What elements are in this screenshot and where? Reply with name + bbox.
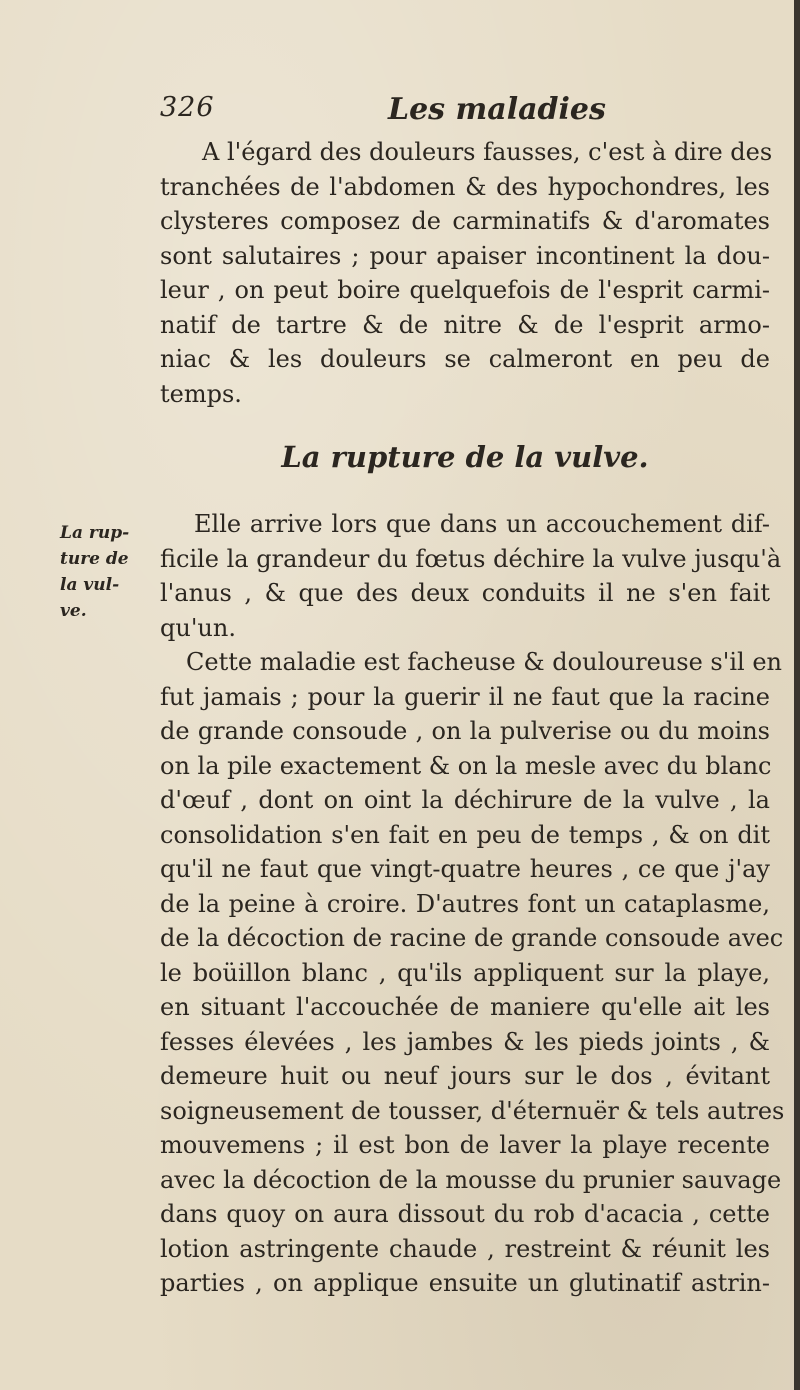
text-line: natif de tartre & de nitre & de l'esprit armo- — [160, 310, 770, 339]
text-line: niac & les douleurs se calmeront en peu de — [160, 345, 770, 373]
marginal-note-line: ture de — [60, 549, 129, 569]
text-line: temps. — [160, 379, 242, 408]
marginal-note-line: La rup- — [60, 523, 130, 543]
text-line: leur , on peut boire quelquefois de l'esprit carmi- — [160, 276, 770, 304]
text-line: de la peine à croire. D'autres font un cataplasme, — [160, 889, 770, 918]
text-line: l'anus , & que des deux conduits il ne s'en fait — [160, 579, 770, 607]
text-line: Cette maladie est facheuse & douloureuse s'il en — [186, 648, 782, 676]
text-line: A l'égard des douleurs fausses, c'est à dire des — [202, 138, 773, 166]
text-line: fesses élevées , les jambes & les pieds joints , & — [160, 1027, 770, 1056]
text-line: parties , on applique ensuite un glutinatif astrin- — [160, 1269, 770, 1297]
text-line: on la pile exactement & on la mesle avec du blanc — [160, 751, 772, 780]
page-number: 326 — [160, 92, 215, 123]
marginal-note — [60, 520, 150, 624]
text-line: mouvemens ; il est bon de laver la playe recente — [160, 1131, 770, 1159]
text-line: ficile la grandeur du fœtus déchire la vulve jusqu'à — [160, 544, 782, 573]
text-line: Elle arrive lors que dans un accouchement dif- — [194, 510, 770, 538]
text-line: d'œuf , dont on oint la déchirure de la vulve , la — [160, 786, 770, 814]
text-line: soigneusement de tousser, d'éternuër & tels autres — [160, 1096, 785, 1125]
text-line: qu'un. — [160, 613, 236, 642]
marginal-note-line: ve. — [60, 601, 87, 621]
text-line: fut jamais ; pour la guerir il ne faut que la racine — [160, 682, 770, 711]
text-line: consolidation s'en fait en peu de temps , & on dit — [160, 820, 770, 849]
text-line: demeure huit ou neuf jours sur le dos , évitant — [160, 1062, 770, 1090]
text-line: en situant l'accouchée de maniere qu'elle ait les — [160, 993, 770, 1021]
text-line: clysteres composez de carminatifs & d'aromates — [160, 207, 770, 235]
text-line: sont salutaires ; pour apaiser incontinent la dou- — [160, 241, 770, 270]
page-header — [160, 92, 760, 132]
text-line: avec la décoction de la mousse du prunier sauvage — [160, 1165, 782, 1194]
paragraph-rupture-treatment — [160, 645, 785, 1301]
paragraph-douleurs-fausses — [160, 135, 773, 411]
marginal-note-line: la vul- — [60, 575, 120, 595]
text-line: dans quoy on aura dissout du rob d'acacia , cette — [160, 1200, 770, 1228]
text-line: le boüillon blanc , qu'ils appliquent sur la playe, — [160, 958, 770, 987]
running-head: Les maladies — [388, 92, 606, 127]
text-line: de la décoction de racine de grande consoude avec — [160, 924, 784, 952]
page-edge-shadow — [794, 0, 800, 1390]
text-line: lotion astringente chaude , restreint & réunit les — [160, 1234, 770, 1263]
text-line: de grande consoude , on la pulverise ou du moins — [160, 717, 770, 745]
paragraph-rupture-intro — [160, 507, 782, 645]
text-line: qu'il ne faut que vingt-quatre heures , ce que j'ay — [160, 855, 770, 883]
section-title: La rupture de la vulve. — [281, 440, 649, 474]
text-line: tranchées de l'abdomen & des hypochondres, les — [160, 172, 770, 201]
